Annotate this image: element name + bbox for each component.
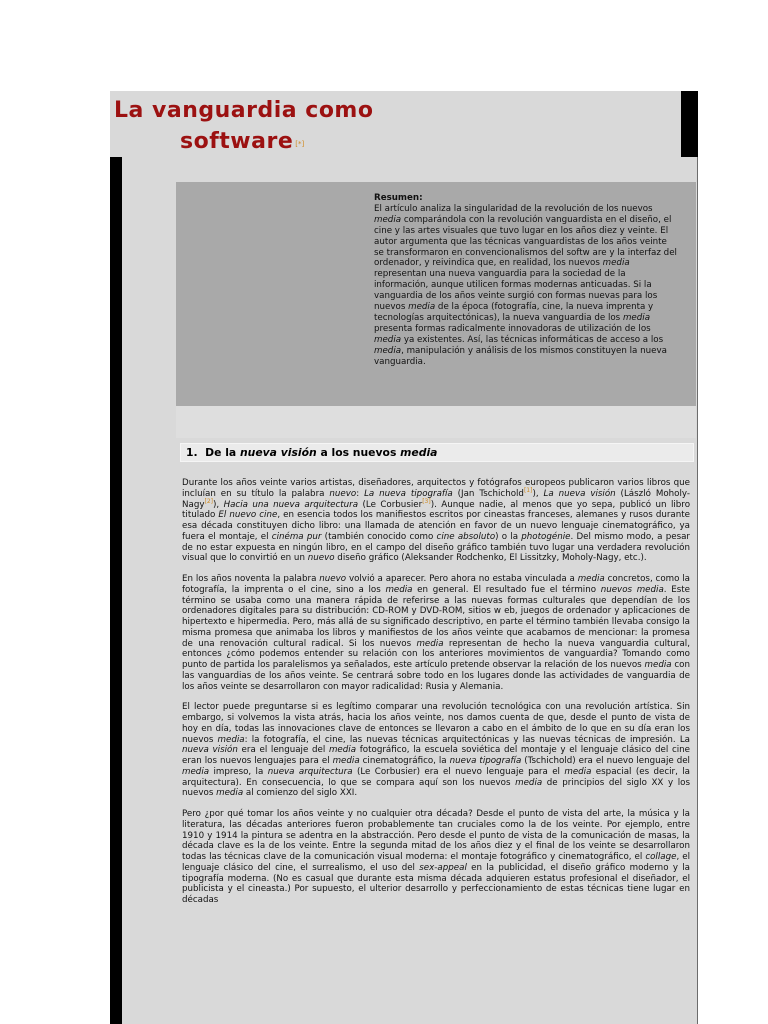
abstract-label: Resumen:: [374, 193, 423, 203]
text-run: impreso, la: [209, 766, 268, 777]
paragraph: [182, 702, 690, 799]
text-run: De la: [205, 446, 240, 459]
text-run: ya existentes. Así, las técnicas informáticas de acceso a los: [401, 334, 664, 345]
paragraph: [182, 478, 690, 564]
italic-text: media: [374, 334, 402, 345]
italic-text: La nueva tipografía: [364, 488, 453, 499]
text-run: cinematográfico, la: [359, 756, 450, 766]
italic-text: media: [374, 345, 402, 356]
italic-text: La nueva visión: [543, 488, 616, 499]
text-run: volvió a aparecer. Pero ahora no estaba vinculada a: [346, 574, 578, 584]
text-run: El lector puede preguntarse si es legítimo comparar una revolución tecnológica con una revolución artística. Sin embargo, si volvemos la vista atrás, hacia los años veinte, nos damos cuenta de que, desde el punto de vista de hoy en día, todas las innovaciones clave de entonces se llevaron a cabo en el ámbito de lo que en su día eran los nuevos: [182, 702, 690, 745]
title-line-2-wrap: [114, 126, 373, 157]
right-border-rule: [697, 157, 698, 1024]
italic-text: media: [408, 302, 436, 313]
text-run: fotográfico, la escuela soviética del montaje y el lenguaje clásico del cine eran los nuevos lenguajes para el: [182, 745, 691, 766]
text-run: en general. El resultado fue el término: [412, 584, 601, 595]
italic-text: media: [644, 660, 672, 670]
text-run: (Tschichold) era el nuevo lenguaje del: [521, 756, 690, 766]
text-run: , manipulación y análisis de los mismos constituyen la nueva vanguardia.: [374, 345, 667, 367]
section-heading-text: [205, 446, 437, 459]
italic-text: nueva arquitectura: [267, 766, 353, 777]
section-number: 1.: [186, 446, 198, 459]
italic-text: media: [602, 258, 630, 269]
italic-text: nuevo: [319, 574, 347, 584]
text-run: con las vanguardias de los años veinte. Se centrará sobre todo en los lugares donde las actividades de vanguardia de los años veinte se desarrollaron con mayor radicalidad: Rusia y Alemania.: [182, 660, 691, 692]
italic-text: media: [332, 756, 360, 766]
paragraph: [182, 574, 690, 692]
italic-text: nueva visión: [239, 446, 317, 459]
italic-text: cinéma pur: [271, 531, 322, 542]
section-body: [176, 462, 696, 906]
text-run: en la publicidad, el diseño gráfico moderno y la tipografía moderna. (No es casual que durante esta misma década adquieren estatus profesional el diseñador, el publicista y el cineasta.) Por supuesto, el ulterior desarrollo y perfeccionamiento de estas técnicas tiene lugar en décadas: [182, 862, 690, 905]
italic-text: nueva tipografía: [449, 756, 522, 766]
text-run: diseño gráfico (Aleksander Rodchenko, El Lissitzky, Moholy-Nagy, etc.).: [334, 553, 647, 564]
text-run: Durante los años veinte varios artistas, diseñadores, arquitectos y fotógrafos europeos publicaron varios libros que incluían en su título la palabra: [182, 478, 690, 499]
italic-text: media: [564, 766, 592, 777]
italic-text: media: [622, 312, 651, 323]
text-run: (László Moholy-Nagy: [182, 488, 690, 510]
text-run: ),: [212, 499, 224, 510]
text-run: ) o la: [495, 531, 522, 542]
text-run: , el lenguaje clásico del cine, el surrealismo, el uso del: [182, 852, 690, 873]
text-run: (Le Corbusier: [358, 499, 423, 510]
text-run: , en esencia todos los manifiestos escritos por cineastas franceses, alemanes y rusos durante esa década constituyen dicho libro: una llamada de atención en favor de un nuevo lenguaje cinematográfico, ya fuera el montaje, el: [182, 510, 691, 542]
text-run: representan de hecho la nueva vanguardia cultural, entonces ¿cómo podemos entender su relación con los anteriores movimientos de vanguardia? Tomando como punto de partida los paralelismos ya señalados, este artículo pretende observar la relación de los nuevos: [182, 638, 690, 670]
title-line-1: La vanguardia como: [114, 98, 374, 123]
italic-text: collage: [645, 852, 677, 862]
document-page: [110, 91, 698, 1024]
text-run: : la fotografía, el cine, las nuevas técnicas arquitectónicas y las nuevas técnicas de impresión. La: [244, 734, 690, 745]
title-line-2: software: [180, 129, 294, 154]
italic-text: cine absoluto: [436, 531, 496, 542]
italic-text: media: [182, 766, 210, 777]
italic-text: El nuevo cine: [218, 510, 278, 521]
text-run: era el lenguaje del: [237, 745, 329, 756]
footnote-link[interactable]: [2]: [204, 497, 213, 505]
italic-text: sex-appeal: [419, 862, 467, 873]
italic-text: media: [385, 584, 413, 595]
italic-text: nuevo: [307, 553, 335, 564]
text-run: El artículo analiza la singularidad de la revolución de los nuevos: [374, 203, 653, 214]
left-black-bar: [110, 157, 122, 1024]
text-run: concretos, como la fotografía, la imprenta o el cine, sino a los: [182, 574, 691, 595]
italic-text: photogénie: [521, 531, 571, 542]
text-run: Pero ¿por qué tomar los años veinte y no cualquier otra década? Desde el punto de vista del arte, la música y la literatura, las décadas anteriores fueron probablemente tan cruciales como la de los veinte. Por ejemplo, entre 1910 y 1914 la pintura se adentra en la abstracción. Pero desde el punto de vista de la comunicación de masas, la década clave es la de los veinte. Entre la segunda mitad de los años diez y el final de los veinte se desarrollaron todas las técnicas clave de la comunicación visual moderna: el montaje fotográfico y cinematográfico, el: [182, 809, 690, 862]
text-run: En los años noventa la palabra: [182, 574, 320, 584]
section-heading: [180, 443, 694, 462]
abstract: [374, 193, 678, 368]
text-run: presenta formas radicalmente innovadoras de utilización de los: [374, 323, 651, 334]
paragraph: [182, 809, 690, 906]
text-run: (Le Corbusier) era el nuevo lenguaje para el: [352, 766, 565, 777]
footnote-link[interactable]: [3]: [422, 497, 431, 505]
article-title: [114, 95, 373, 157]
text-run: :: [356, 488, 365, 499]
italic-text: media: [577, 574, 605, 584]
text-run: . Del mismo modo, a pesar de no estar expuesta en ningún libro, en el campo del diseño gráfico también tuvo lugar una verdadera revolución visual que lo convirtió en un: [182, 531, 690, 564]
text-run: comparándola con la revolución vanguardista en el diseño, el cine y las artes visuales que tuvo lugar en los años diez y veinte. El autor argumenta que las técnicas vanguardistas de los años veinte se transformaron en convencionalismos del softw are y la interfaz del ordenador, y reivindica que, en realidad, los nuevos: [374, 214, 677, 269]
footnote-link[interactable]: [1]: [523, 486, 533, 494]
text-run: de la época (fotografía, cine, la nueva imprenta y tecnologías arquitectónicas), la nueva vanguardia de los: [374, 302, 654, 323]
text-run: representan una nueva vanguardia para la sociedad de la información, aunque utilicen formas modernas anticuadas. Si la vanguardia de los años veinte surgió con formas nuevas para los nuevos: [374, 269, 658, 313]
italic-text: Hacia una nueva arquitectura: [223, 499, 359, 510]
abstract-spacer: [176, 406, 696, 438]
text-run: de principios del siglo XX y los nuevos: [182, 777, 690, 799]
abstract-panel: [176, 182, 696, 406]
text-run: a los nuevos: [316, 446, 401, 459]
italic-text: media: [400, 446, 438, 459]
italic-text: media: [515, 777, 543, 788]
italic-text: nuevos media: [600, 584, 664, 595]
title-note-link[interactable]: [*]: [295, 140, 305, 148]
text-run: ). Aunque nadie, al menos que yo sepa, publicó un libro titulado: [182, 499, 691, 521]
italic-text: media: [416, 638, 444, 649]
italic-text: media: [328, 745, 357, 756]
italic-text: media: [217, 734, 245, 745]
abstract-text: [374, 204, 677, 367]
text-run: al comienzo del siglo XXI.: [243, 788, 358, 799]
italic-text: media: [374, 214, 402, 225]
text-run: . Este término se usaba como una manera rápida de referirse a las nuevas formas culturales que dependían de los ordenadores digitales para su distribución: CD-ROM y DVD-ROM, sitios w eb, juegos de ordenador y aplicaciones de hipertexto e hipermedia. Pero, más allá de su significado descriptivo, en parte el término también llevaba consigo la misma promesa que animaba los libros y manifiestos de los años veinte que acabamos de mencionar: la promesa de una renovación cultural radical. Si los nuevos: [182, 584, 690, 649]
italic-text: media: [216, 788, 244, 799]
top-right-black-bar: [681, 91, 698, 157]
italic-text: nueva visión: [182, 745, 238, 756]
text-run: espacial (es decir, la arquitectura). En consecuencia, lo que se compara aquí son los nuevos: [182, 766, 690, 788]
text-run: (también conocido como: [321, 531, 437, 542]
text-run: ),: [532, 488, 544, 499]
section-1: [176, 443, 696, 1024]
italic-text: nuevo: [329, 488, 357, 499]
text-run: (Jan Tschichold: [452, 488, 524, 499]
